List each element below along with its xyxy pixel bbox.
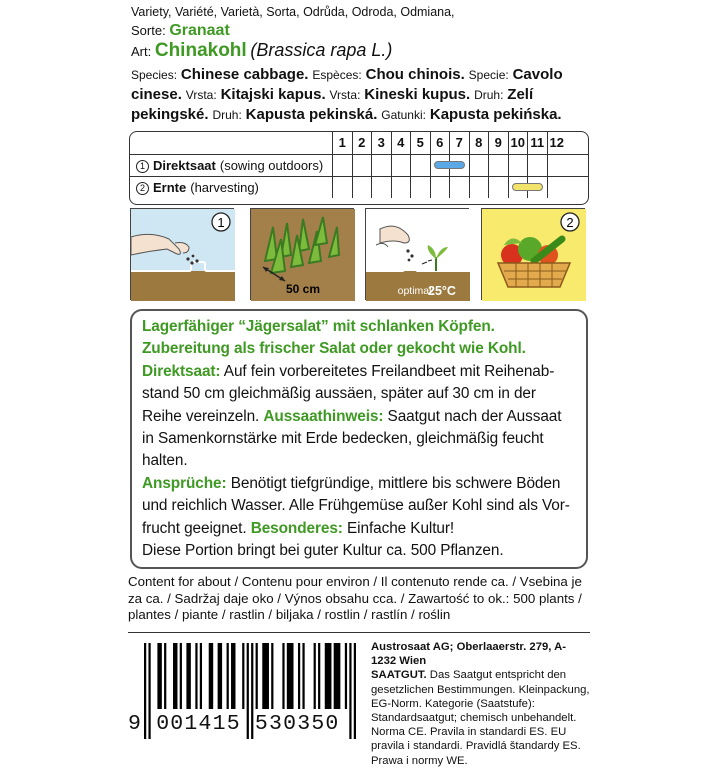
barcode-bar: [186, 643, 190, 709]
species-label: Druh:: [212, 108, 242, 122]
calendar-cell: [391, 155, 411, 176]
month-cell: 10: [508, 132, 528, 154]
barcode-bar: [271, 643, 273, 709]
calendar-cell: [410, 177, 430, 198]
barcode-bar: [173, 643, 177, 709]
calendar-cell: [332, 155, 352, 176]
month-cell: 2: [352, 132, 372, 154]
art-line: [131, 40, 591, 62]
calendar-period-bar: [512, 183, 543, 191]
content-amount: Content for about / Contenu pour environ / Il contenuto rende ca. / Vsebina je za ca. / Sadržaj daje oko / Výnos obsahu cca. / Zawartość to ok.: 500 plants / plantes / piante / rastlin / biljaka / rostlin / rastlín / roślin: [128, 574, 582, 622]
barcode-bar: [157, 643, 161, 709]
barcode-bar: [282, 643, 284, 709]
month-cell: 1: [332, 132, 352, 154]
calendar-footer: [130, 198, 588, 206]
barcode-bar: [314, 643, 316, 709]
barcode-bar: [180, 643, 182, 709]
calendar-row-name: Ernte: [153, 180, 187, 195]
ansprueche-label: Ansprüche:: [142, 474, 227, 492]
barcode-bar: [318, 643, 320, 709]
germination-pictogram: [365, 208, 469, 300]
month-header-row: [130, 132, 588, 154]
saatgut-statement: [371, 668, 591, 767]
direktsaat-paragraph: [142, 361, 576, 473]
art-label: Art:: [131, 44, 152, 59]
species-label: Vrsta:: [185, 88, 217, 102]
calendar-row-label: [136, 157, 323, 174]
species-name: Kitajski kapus.: [220, 86, 326, 103]
calendar-row: [130, 154, 588, 176]
month-cell: 6: [430, 132, 450, 154]
calendar-cell: [488, 155, 508, 176]
barcode-bar: [195, 643, 197, 709]
aussaat-label: Aussaathinweis:: [263, 407, 384, 425]
latin-name: (Brassica rapa L.): [250, 40, 393, 60]
calendar-cell: [547, 177, 567, 198]
variety-label: Sorte:: [131, 23, 166, 38]
calendar-cell: [352, 177, 372, 198]
species-name: Cavolo cinese.: [131, 66, 563, 103]
calendar-cell: [371, 177, 391, 198]
calendar-cell: [371, 155, 391, 176]
species-label: Druh:: [474, 88, 504, 102]
calendar-cell: [508, 155, 528, 176]
species-name: Kapusta pekińska.: [429, 106, 562, 123]
month-cell: 7: [449, 132, 469, 154]
sowing-calendar: [129, 131, 589, 205]
besonderes-label: Besonderes:: [250, 519, 343, 537]
species-name: Chinese cabbage.: [180, 66, 309, 83]
besonderes-text: Einfache Kultur!: [347, 519, 455, 537]
divider: [128, 632, 590, 633]
species-name: Kineski kupus.: [364, 86, 471, 103]
month-cell: 11: [527, 132, 547, 154]
month-cell: 3: [371, 132, 391, 154]
calendar-cell: [430, 177, 450, 198]
calendar-row-name: Direktsaat: [153, 158, 216, 173]
barcode-digits: 9 001415 530350: [128, 712, 340, 736]
temperature-value: 25°C: [428, 284, 456, 298]
direktsaat-text: Auf fein vorbereitetes Freilandbeet mit Reihenabstand 50 cm gleichmäßig aussäen, später auf 30 cm in der Reihe vereinzeln.: [142, 362, 555, 425]
variety-languages: Variety, Variété, Varietà, Sorta, Odrůda, Odroda, Odmiana,: [131, 5, 455, 19]
row-spacing: 50 cm: [285, 282, 321, 296]
direktsaat-label: Direktsaat:: [142, 362, 221, 380]
calendar-cell: [410, 155, 430, 176]
description-box: [130, 309, 588, 569]
ansprueche-paragraph: [142, 473, 576, 540]
ansprueche-text: Benötigt tiefgründige, mittlere bis schwere Böden und reichlich Wasser. Alle Frühgemüse außer Kohl sind als Vorfrucht geeignet.: [142, 474, 570, 537]
calendar-cell: [488, 177, 508, 198]
calendar-cell: [547, 155, 567, 176]
saatgut-text: Das Saatgut entspricht den gesetzlichen Bestimmungen. Kleinpackung, EG-Norm. Kategorie (Saatstufe): Standardsaatgut; chemisch unbehandelt. Norma CE. Pravila in standardi ES. EU pravila i standardi. Pravidlá štandardy ES. Prawa i normy WE.: [371, 669, 590, 767]
species-translations: [131, 65, 571, 125]
barcode-bar: [287, 643, 294, 709]
month-cell: 8: [469, 132, 489, 154]
species-label: Gatunki:: [381, 108, 426, 122]
row-spacing-pictogram: [250, 208, 354, 300]
calendar-cell: [469, 177, 489, 198]
sowing-pictogram: [130, 208, 234, 300]
harvest-pictogram: [481, 208, 585, 300]
calendar-cell: [527, 155, 547, 176]
saatgut-label: SAATGUT.: [371, 669, 427, 682]
calendar-row: [130, 176, 588, 198]
barcode-bar: [302, 643, 304, 709]
calendar-period-bar: [434, 161, 465, 169]
species-label: Vrsta:: [329, 88, 361, 102]
aussaat-text: Saatgut nach der Aussaat in Samenkornstärke mit Erde bedecken, gleichmäßig feucht halten.: [142, 407, 562, 470]
species-label: Species:: [131, 68, 178, 82]
step-number: 1: [136, 160, 149, 173]
barcode-bar: [209, 643, 213, 709]
step-number: 2: [136, 182, 149, 195]
step-2-number: 2: [566, 215, 574, 230]
calendar-row-label: [136, 179, 259, 196]
barcode-bar: [200, 643, 202, 709]
species-name: Kapusta pekinská.: [245, 106, 378, 123]
description-line-2: Zubereitung als frischer Salat oder gekocht wie Kohl.: [142, 340, 526, 358]
species-name: Zelí pekingské.: [131, 86, 534, 123]
month-cell: 12: [547, 132, 567, 154]
temperature-label: optimal:: [397, 285, 435, 297]
calendar-cell: [352, 155, 372, 176]
calendar-cell: [469, 155, 489, 176]
calendar-row-note: (sowing outdoors): [219, 158, 324, 173]
species-label: Specie:: [468, 68, 509, 82]
barcode-bar: [298, 643, 300, 709]
barcode-bar: [218, 643, 222, 709]
barcode-bar: [345, 643, 347, 709]
month-cell: 4: [391, 132, 411, 154]
calendar-row-note: (harvesting): [190, 180, 259, 195]
barcode-bar: [164, 643, 166, 709]
month-cell: 5: [410, 132, 430, 154]
variety-line: [131, 21, 591, 40]
calendar-cell: [449, 177, 469, 198]
barcode-bar: [325, 643, 332, 709]
art-name: Chinakohl: [154, 40, 247, 61]
portion-text: Diese Portion bringt bei guter Kultur ca. 500 Pflanzen.: [142, 542, 504, 560]
barcode-bar: [242, 643, 244, 709]
barcode-bar: [231, 643, 235, 709]
barcode-bar: [262, 643, 269, 709]
product-header: [131, 4, 591, 125]
month-cell: 9: [488, 132, 508, 154]
step-1-number: 1: [217, 215, 225, 230]
barcode-bar: [256, 643, 258, 709]
barcode-bar: [334, 643, 341, 709]
company-address: Austrosaat AG; Oberlaaerstr. 279, A-1232 Wien: [371, 641, 567, 668]
barcode-bar: [227, 643, 229, 709]
legal-info: [371, 640, 591, 768]
species-label: Espèces:: [312, 68, 362, 82]
species-name: Chou chinois.: [365, 66, 465, 83]
calendar-cell: [332, 177, 352, 198]
calendar-cell: [391, 177, 411, 198]
description-line-1: Lagerfähiger “Jägersalat” mit schlanken Köpfen.: [142, 318, 495, 335]
variety-name: Granaat: [169, 22, 230, 39]
